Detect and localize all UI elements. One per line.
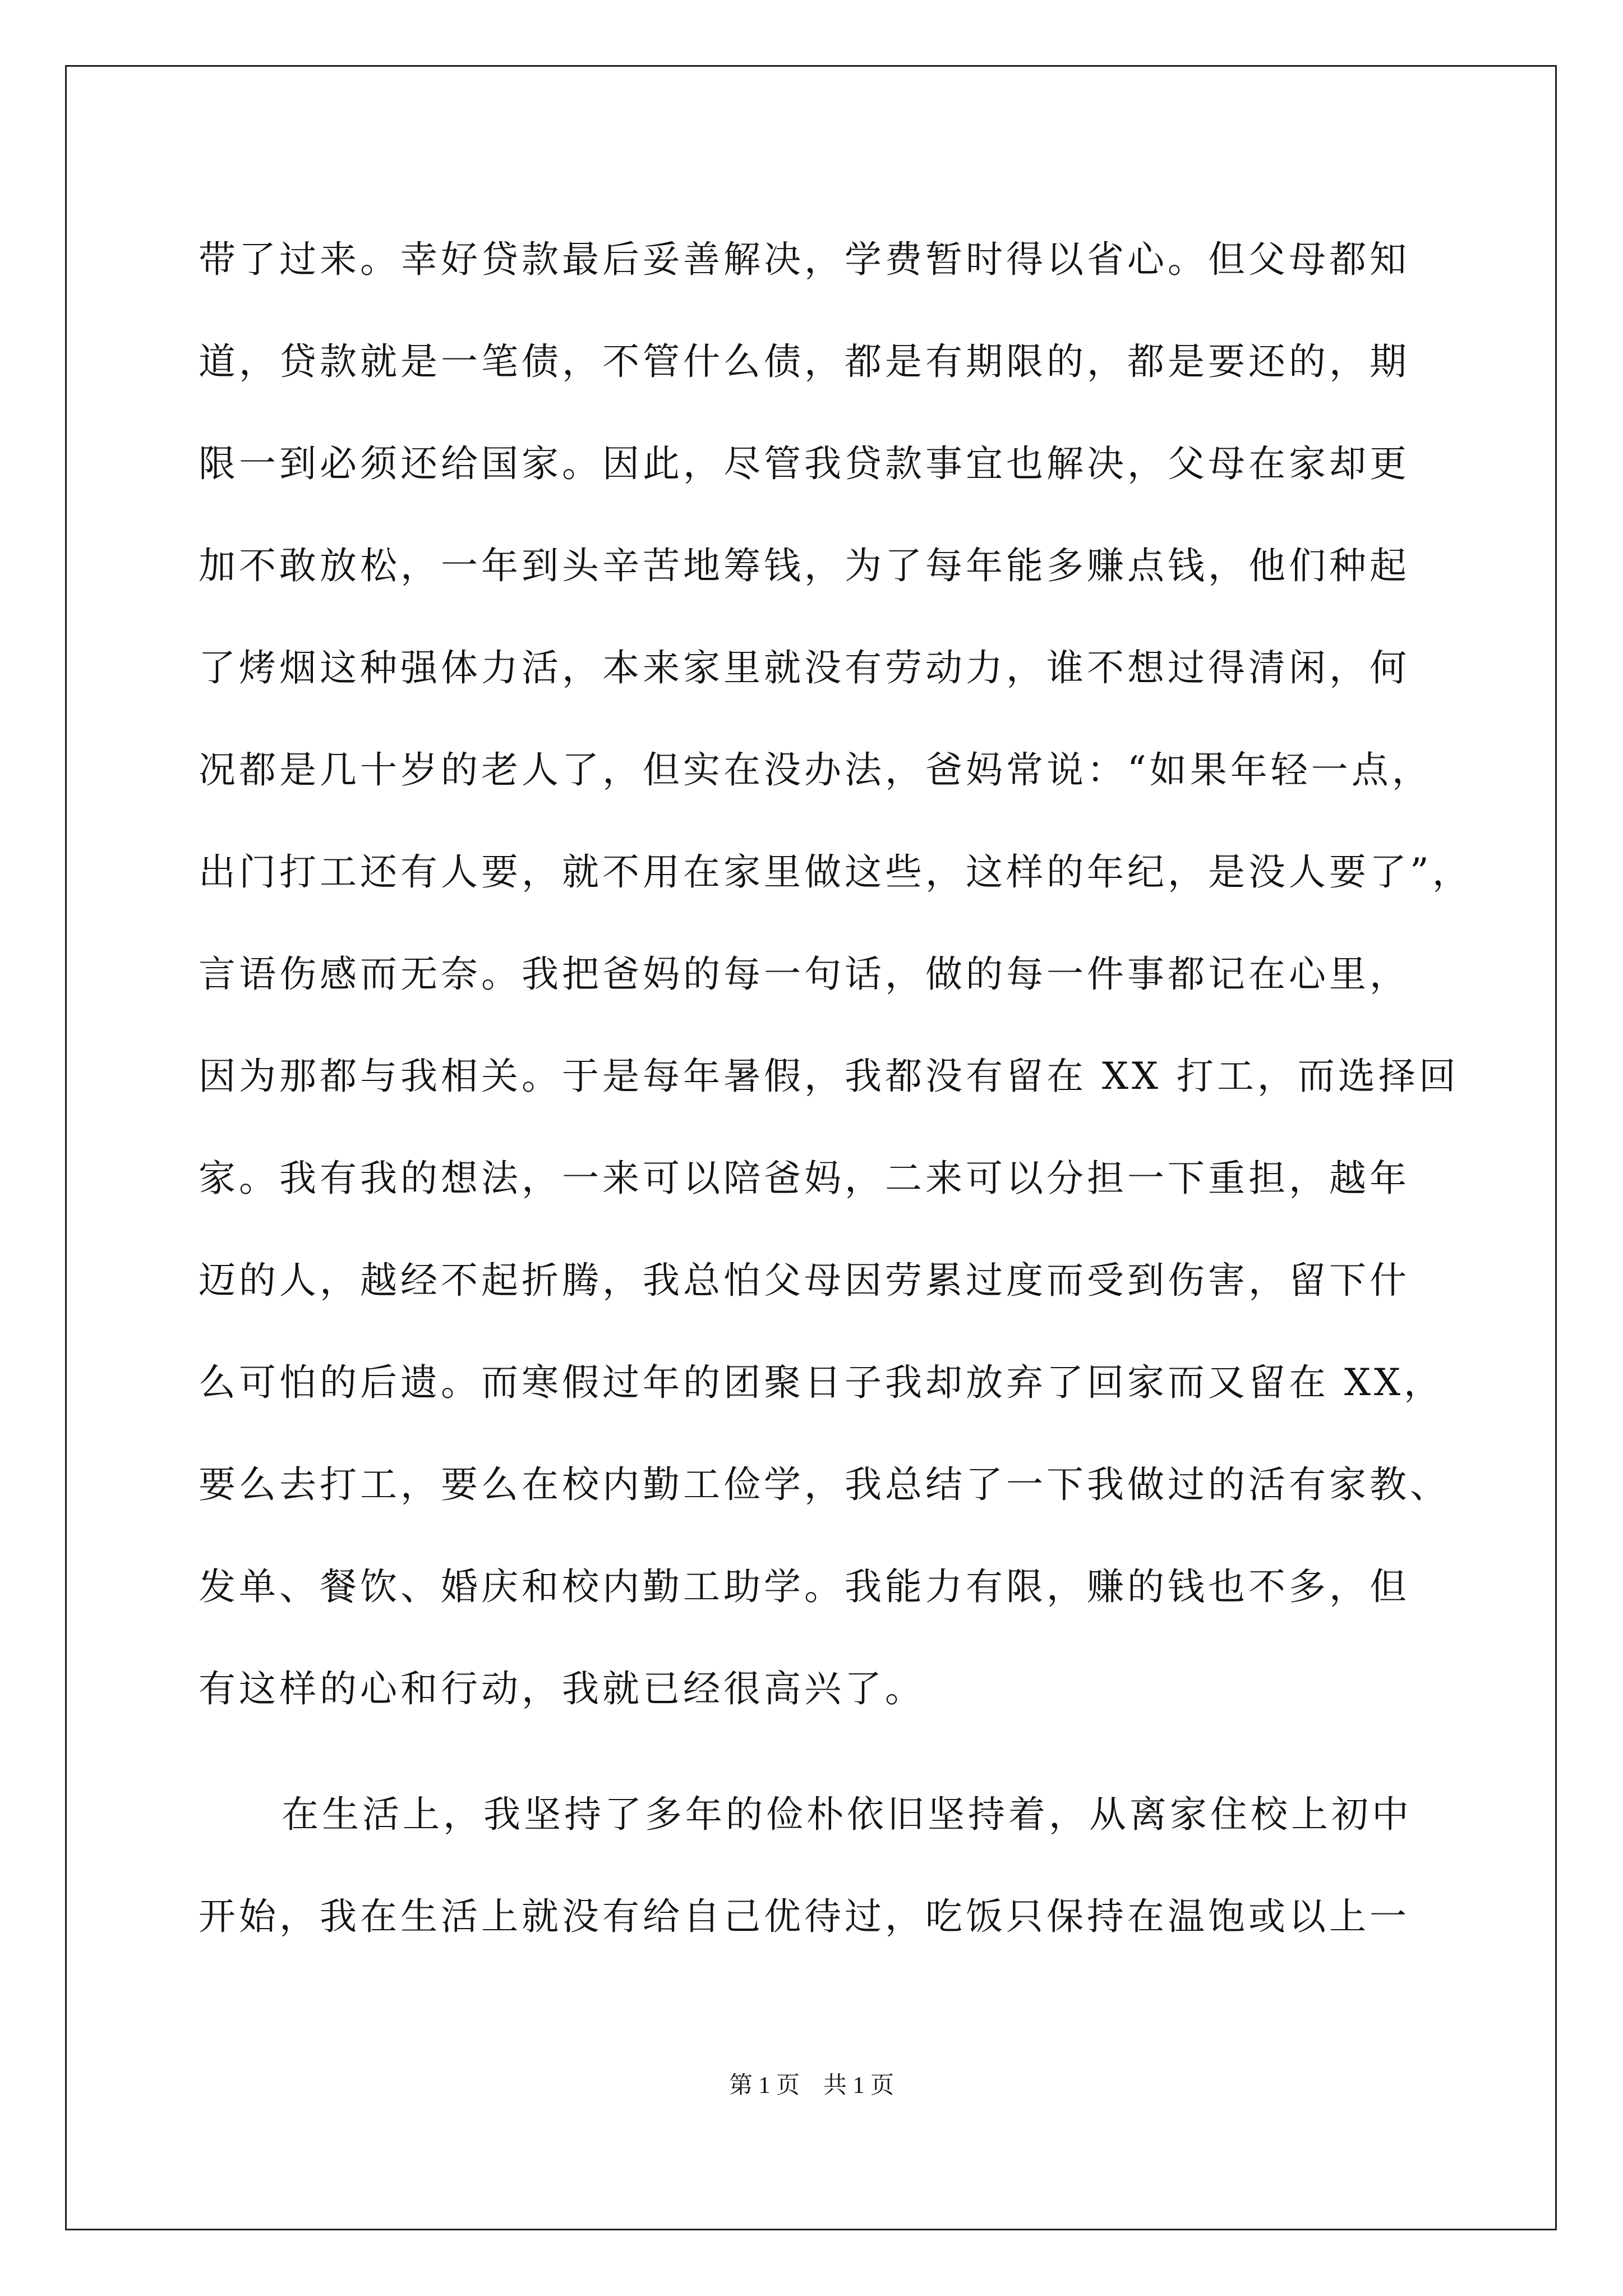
paragraph-spacer — [199, 1740, 1483, 1764]
text-line: 么可怕的后遗。而寒假过年的团聚日子我却放弃了回家而又留在 XX， — [199, 1361, 1444, 1404]
text-line: 限一到必须还给国家。因此，尽管我贷款事宜也解决，父母在家却更 — [199, 442, 1410, 485]
text-line: 有这样的心和行动，我就已经很高兴了。 — [199, 1667, 925, 1710]
document-body — [199, 209, 1483, 1968]
text-line: 家。我有我的想法，一来可以陪爸妈，二来可以分担一下重担，越年 — [199, 1157, 1410, 1200]
text-line: 迈的人，越经不起折腾，我总怕父母因劳累过度而受到伤害，留下什 — [199, 1259, 1410, 1302]
text-line: 况都是几十岁的老人了，但实在没办法，爸妈常说：“如果年轻一点， — [199, 748, 1432, 792]
text-line: 开始，我在生活上就没有给自己优待过，吃饭只保持在温饱或以上一 — [199, 1895, 1410, 1938]
text-line: 在生活上，我坚持了多年的俭朴依旧坚持着，从离家住校上初中 — [282, 1793, 1412, 1836]
text-line: 带了过来。幸好贷款最后妥善解决，学费暂时得以省心。但父母都知 — [199, 238, 1410, 281]
text-line: 了烤烟这种强体力活，本来家里就没有劳动力，谁不想过得清闲，何 — [199, 646, 1410, 689]
text-line: 道，贷款就是一笔债，不管什么债，都是有期限的，都是要还的，期 — [199, 340, 1410, 383]
text-line: 加不敢放松，一年到头辛苦地筹钱，为了每年能多赚点钱，他们种起 — [199, 544, 1410, 587]
text-line: 出门打工还有人要，就不用在家里做这些，这样的年纪，是没人要了”， — [199, 850, 1473, 894]
text-line: 发单、餐饮、婚庆和校内勤工助学。我能力有限，赚的钱也不多，但 — [199, 1565, 1410, 1608]
text-line: 要么去打工，要么在校内勤工俭学，我总结了一下我做过的活有家教、 — [199, 1463, 1450, 1506]
text-line: 因为那都与我相关。于是每年暑假，我都没有留在 XX 打工，而选择回 — [199, 1055, 1459, 1098]
page-footer: 第 1 页 共 1 页 — [728, 2073, 894, 2099]
text-line: 言语伤感而无奈。我把爸妈的每一句话，做的每一件事都记在心里， — [199, 953, 1410, 996]
